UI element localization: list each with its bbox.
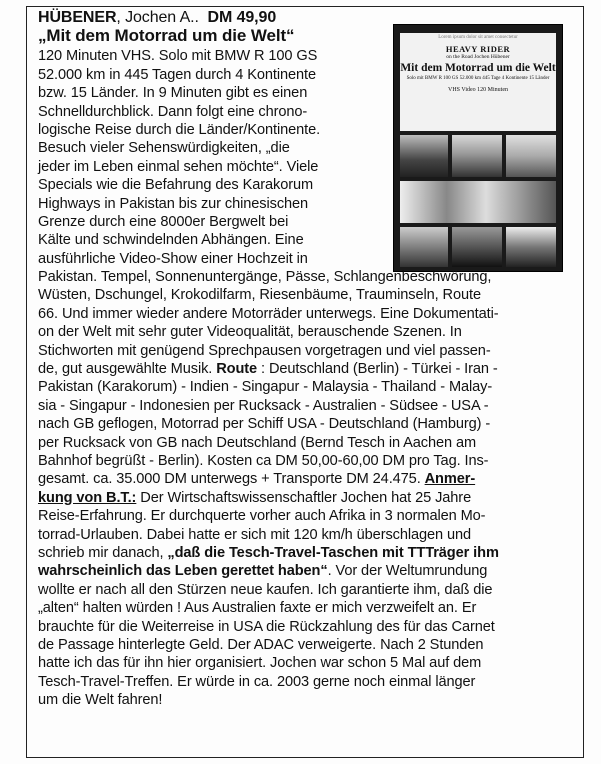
body-line: Kälte und schwindelnden Abhängen. Eine xyxy=(38,232,304,249)
body-line: „alten“ halten würden ! Aus Australien faxte er mich verzweifelt an. Er xyxy=(38,600,477,617)
cover-vhs-label: VHS Video 120 Minuten xyxy=(447,87,509,93)
body-line: Schnelldurchblick. Dann folgt eine chrono- xyxy=(38,103,308,120)
body-line: jeder im Leben einmal sehen möchte“. Viele xyxy=(38,158,319,175)
body-text: gesamt. ca. 35.000 DM unterwegs + Transporte DM 24.475. xyxy=(38,471,425,488)
body-line xyxy=(38,489,578,507)
article-title: „Mit dem Motorrad um die Welt“ xyxy=(38,26,295,46)
body-text: . Vor der Weltumrundung xyxy=(327,563,488,580)
route-label: Route xyxy=(216,361,258,378)
body-line: sia - Singapur - Indonesien per Rucksack - Australien - Südsee - USA - xyxy=(38,397,489,414)
body-line: ausführliche Video-Show einer Hochzeit in xyxy=(38,250,308,267)
body-line: Highways in Pakistan bis zur chinesischen xyxy=(38,195,309,212)
body-line: Wüsten, Dschungel, Krokodilfarm, Riesenbäume, Trauminseln, Route xyxy=(38,287,481,304)
cover-tagline: Solo mit BMW R 100 GS 52.000 km 445 Tage 4 Kontinente 15 Länder xyxy=(406,76,550,81)
cover-main-title: Mit dem Motorrad um die Welt xyxy=(400,62,556,74)
article-text xyxy=(38,9,578,709)
body-line: bzw. 15 Länder. In 9 Minuten gibt es einen xyxy=(38,85,308,102)
body-line: Pakistan. Tempel, Sonnenuntergänge, Pässe, Schlangenbeschwörung, xyxy=(38,269,492,286)
body-line: wollte er nach all den Stürzen neue kaufen. Ich garantierte ihm, daß die xyxy=(38,581,493,598)
body-line: nach GB geflogen, Motorrad per Schiff USA - Deutschland (Hamburg) - xyxy=(38,416,491,433)
body-line xyxy=(38,544,578,562)
note-label: kung von B.T.: xyxy=(38,489,137,506)
body-text: Der Wirtschaftswissenschaftler Jochen hat 25 Jahre xyxy=(136,489,472,506)
body-line: Bahnhof begrüßt - Berlin). Kosten ca DM 50,00-60,00 DM pro Tag. Ins- xyxy=(38,452,489,469)
body-line: Pakistan (Karakorum) - Indien - Singapur - Malaysia - Thailand - Malay- xyxy=(38,379,493,396)
cover-subtitle: on the Road Jochen Hübener xyxy=(446,54,510,60)
body-line: Stichworten mit genügend Sprechpausen vorgetragen und viel passen- xyxy=(38,342,491,359)
body-line: brauchte für die Weiterreise in USA die Rückzahlung des für das Carnet xyxy=(38,618,495,635)
note-label: Anmer- xyxy=(424,471,476,488)
body-text: schrieb mir danach, xyxy=(38,544,168,561)
author-first-name: , Jochen A.. xyxy=(116,9,199,26)
body-text: : Deutschland (Berlin) - Türkei - Iran - xyxy=(257,361,498,378)
body-line: hatte ich das für ihn hier organisiert. Jochen war schon 5 Mal auf dem xyxy=(38,655,482,672)
body-line: Reise-Erfahrung. Er durchquerte vorher auch Afrika in 3 normalen Mo- xyxy=(38,508,486,525)
body-line: logische Reise durch die Länder/Kontinente. xyxy=(38,121,321,138)
price: DM 49,90 xyxy=(207,9,277,26)
body-text: de, gut ausgewählte Musik. xyxy=(38,361,217,378)
body-line: Besuch vieler Sehenswürdigkeiten, „die xyxy=(38,140,290,157)
cover-heavy-rider: HEAVY RIDER xyxy=(445,44,511,54)
body-line xyxy=(38,360,578,378)
body-line: Specials wie die Befahrung des Karakorum xyxy=(38,177,314,194)
body-line: 52.000 km in 445 Tagen durch 4 Kontinente xyxy=(38,66,316,83)
body-line xyxy=(38,562,578,580)
quote-bold: wahrscheinlich das Leben gerettet haben“ xyxy=(38,563,328,580)
body-line: torrad-Urlauben. Dabei hatte er sich mit 120 km/h überschlagen und xyxy=(38,526,472,543)
cover-small-text: Lorem ipsum dolor sit amet consectetur xyxy=(438,35,518,40)
body-line: on der Welt mit sehr guter Videoqualität, berauschende Szenen. In xyxy=(38,324,462,341)
quote-bold: „daß die Tesch-Travel-Taschen mit TTTräger ihm xyxy=(167,544,499,561)
body-line: 66. Und immer wieder andere Motorräder unterwegs. Eine Dokumentati- xyxy=(38,305,499,322)
body-line: Grenze durch eine 8000er Bergwelt bei xyxy=(38,213,289,230)
body-line: de Passage hinterlegte Geld. Der ADAC verweigerte. Nach 2 Stunden xyxy=(38,636,484,653)
header-line xyxy=(38,9,578,27)
author-last-name: HÜBENER xyxy=(38,9,117,26)
body-line xyxy=(38,470,578,488)
body-line: per Rucksack von GB nach Deutschland (Bernd Tesch in Aachen am xyxy=(38,434,477,451)
body-line: 120 Minuten VHS. Solo mit BMW R 100 GS xyxy=(38,48,318,65)
body-line: Tesch-Travel-Treffen. Er würde in ca. 2003 gerne noch einmal länger xyxy=(38,673,476,690)
body-line: um die Welt fahren! xyxy=(38,692,163,709)
